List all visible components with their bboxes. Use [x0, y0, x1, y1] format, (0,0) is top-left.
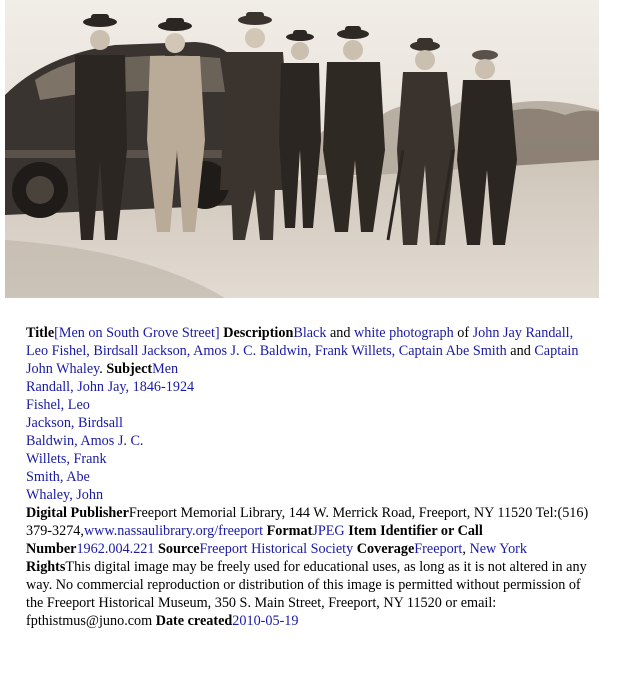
source-link[interactable]: Freeport Historical Society [199, 541, 354, 557]
title-text-on: on [84, 325, 107, 341]
rights-text: This digital image may be freely used for educational uses, as long as it is not altered in any way. No commercial reproduction or distribution of this image is permitted without permission of the Freeport Historical Museum, 350 S. Main Street, Freeport, NY 11520 or email: fpthistmus@juno.com [26, 559, 587, 629]
subject-label: Subject [106, 361, 153, 377]
subject-item-smith[interactable]: Smith, Abe [26, 469, 90, 485]
metadata-record [26, 324, 592, 630]
title-link-south-grove-street[interactable]: South Grove Street [106, 325, 215, 341]
description-text-and: and [326, 325, 355, 341]
description-text-of: of [453, 325, 473, 341]
subject-item-jackson[interactable]: Jackson, Birdsall [26, 415, 123, 431]
publisher-website-link[interactable]: www.nassaulibrary.org/freeport [83, 523, 264, 539]
item-identifier-link[interactable]: 1962.004.221 [76, 541, 155, 557]
description-text-and-2: and [506, 343, 535, 359]
coverage-label: Coverage [356, 541, 415, 557]
publisher-text: Freeport Memorial Library, 144 W. Merrick Road, Freeport, NY 11520 Tel:(516) 379-3274, [26, 505, 589, 539]
coverage-separator: , [462, 541, 470, 557]
subject-item-randall[interactable]: Randall, John Jay, 1846-1924 [26, 379, 195, 395]
coverage-link-freeport[interactable]: Freeport [414, 541, 463, 557]
title-link-men[interactable]: Men [58, 325, 85, 341]
title-label: Title [26, 325, 55, 341]
description-link-black[interactable]: Black [293, 325, 327, 341]
title-open-bracket: [ [54, 325, 59, 341]
historical-photograph [5, 0, 599, 298]
description-link-white-photograph[interactable]: white photograph [354, 325, 454, 341]
title-close-bracket: ] [214, 325, 220, 341]
coverage-link-new-york[interactable]: New York [469, 541, 527, 557]
date-created-label: Date created [155, 613, 233, 629]
digital-publisher-label: Digital Publisher [26, 505, 129, 521]
subject-item-willets[interactable]: Willets, Frank [26, 451, 107, 467]
publisher-rights-block [26, 504, 592, 630]
subject-item-men[interactable]: Men [152, 361, 179, 377]
date-created-link[interactable]: 2010-05-19 [232, 613, 299, 629]
description-label: Description [223, 325, 294, 341]
description-link-captain-john-whaley[interactable]: Captain John Whaley [26, 343, 579, 377]
subject-item-fishel[interactable]: Fishel, Leo [26, 397, 90, 413]
title-description-block [26, 324, 592, 378]
description-link-names[interactable]: John Jay Randall, Leo Fishel, Birdsall Jackson, Amos J. C. Baldwin, Frank Willets, Captain Abe Smith [26, 325, 574, 359]
source-label: Source [158, 541, 200, 557]
photo-image [5, 0, 599, 298]
subject-item-baldwin[interactable]: Baldwin, Amos J. C. [26, 433, 144, 449]
subject-item-whaley[interactable]: Whaley, John [26, 487, 104, 503]
item-identifier-label: Item Identifier or Call Number [26, 523, 483, 557]
description-text-period: . [99, 361, 103, 377]
format-label: Format [266, 523, 313, 539]
format-link[interactable]: JPEG [312, 523, 345, 539]
rights-label: Rights [26, 559, 66, 575]
